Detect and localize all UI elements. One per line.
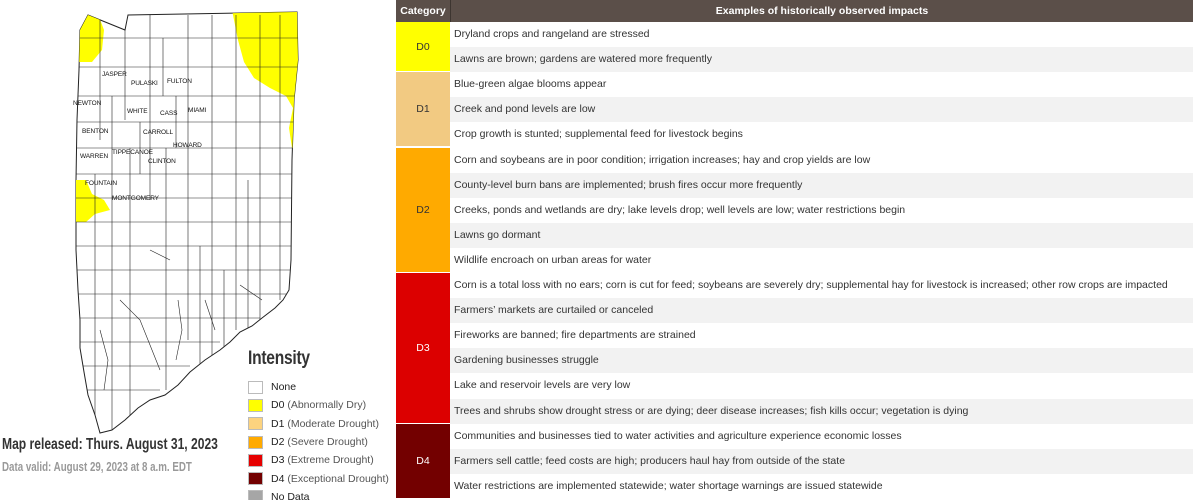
legend-item	[248, 433, 395, 451]
drought-map-panel	[0, 0, 395, 500]
legend-swatch	[248, 436, 263, 449]
legend-swatch	[248, 417, 263, 430]
impact-row: Blue-green algae blooms appear	[454, 78, 607, 91]
legend-item	[248, 451, 395, 469]
county-label-cass: CASS	[160, 110, 178, 117]
impact-row: Wildlife encroach on urban areas for water	[454, 253, 652, 266]
county-label-benton: BENTON	[82, 128, 109, 135]
county-label-fulton: FULTON	[167, 78, 192, 85]
legend-swatch	[248, 399, 263, 412]
legend-code: D0	[271, 399, 288, 412]
county-label-miami: MIAMI	[188, 107, 207, 114]
legend-description: (Exceptional Drought)	[287, 472, 389, 485]
impact-row: Corn is a total loss with no ears; corn is cut for feed; soybeans are severely dry; supplemental hay for livestock is increased; other row crops are impacted	[454, 279, 1168, 291]
county-label-howard: HOWARD	[173, 142, 202, 149]
county-label-pulaski: PULASKI	[131, 80, 158, 87]
legend-label: No Data	[271, 490, 310, 500]
impact-row: Lawns go dormant	[450, 223, 1193, 248]
legend-label	[271, 418, 379, 430]
legend-item	[248, 469, 395, 487]
legend-item	[248, 415, 395, 433]
map-released-date: Map released: Thurs. August 31, 2023	[2, 436, 218, 453]
legend-swatch	[248, 381, 263, 394]
legend-code: D3	[271, 454, 288, 467]
county-label-montgomery: MONTGOMERY	[112, 195, 159, 202]
legend-code: D1	[271, 417, 288, 430]
legend-code: D4	[271, 472, 288, 485]
category-cell-d0: D0	[396, 22, 450, 72]
header-category: Category	[400, 5, 446, 17]
impact-row: County-level burn bans are implemented; brush fires occur more frequently	[450, 173, 1193, 198]
legend-label	[271, 454, 374, 466]
legend-swatch	[248, 472, 263, 485]
header-impacts: Examples of historically observed impacts	[715, 5, 929, 17]
county-label-carroll: CARROLL	[143, 129, 174, 136]
legend-description: (Moderate Drought)	[287, 417, 379, 430]
category-cell-d2: D2	[396, 148, 450, 274]
impact-row: Lawns are brown; gardens are watered more frequently	[450, 47, 1193, 72]
county-label-tippecanoe: TIPPECANOE	[112, 149, 153, 156]
legend-item	[248, 396, 395, 414]
drought-impacts-table	[396, 0, 1193, 500]
category-cell-d1: D1	[396, 72, 450, 147]
legend-label	[271, 436, 368, 448]
legend-label	[271, 473, 389, 485]
impact-row: Farmers sell cattle; feed costs are high; producers haul hay from outside of the state	[450, 449, 1193, 474]
category-cell-d4: D4	[396, 424, 450, 499]
legend-description: (Abnormally Dry)	[287, 399, 367, 412]
impact-row: Corn and soybeans are in poor condition; irrigation increases; hay and crop yields are low	[454, 153, 871, 166]
legend-item	[248, 378, 395, 396]
impact-row: Farmers’ markets are curtailed or canceled	[450, 298, 1193, 323]
data-valid-date: Data valid: August 29, 2023 at 8 a.m. EDT	[2, 460, 192, 474]
table-header	[396, 0, 1193, 22]
county-label-warren: WARREN	[80, 153, 109, 160]
intensity-legend	[248, 348, 395, 500]
impact-row: Creek and pond levels are low	[450, 97, 1193, 122]
legend-description: (Severe Drought)	[287, 436, 368, 449]
county-label-newton: NEWTON	[73, 100, 102, 107]
legend-item	[248, 488, 395, 500]
legend-swatch	[248, 454, 263, 467]
legend-description: (Extreme Drought)	[287, 454, 374, 467]
legend-label	[271, 399, 366, 411]
impact-row: Crop growth is stunted; supplemental feed for livestock begins	[454, 128, 743, 141]
impact-row: Lake and reservoir levels are very low	[454, 379, 631, 392]
county-label-clinton: CLINTON	[148, 158, 176, 165]
legend-label: None	[271, 381, 297, 394]
legend-title: Intensity	[248, 348, 310, 369]
legend-items	[248, 378, 395, 500]
impact-row: Creeks, ponds and wetlands are dry; lake levels drop; well levels are low; water restrictions begin	[454, 203, 906, 216]
legend-code: D2	[271, 436, 288, 449]
impact-row: Fireworks are banned; fire departments are strained	[454, 329, 696, 342]
impact-row: Water restrictions are implemented statewide; water shortage warnings are issued statewide	[454, 479, 883, 492]
impact-row: Communities and businesses tied to water activities and agriculture experience economic losses	[454, 429, 902, 442]
legend-swatch	[248, 490, 263, 500]
county-label-white: WHITE	[127, 108, 148, 115]
impact-row: Gardening businesses struggle	[450, 348, 1193, 373]
county-label-jasper: JASPER	[102, 71, 127, 78]
category-cell-d3: D3	[396, 273, 450, 424]
impact-row: Dryland crops and rangeland are stressed	[454, 28, 650, 40]
county-label-fountain: FOUNTAIN	[85, 180, 117, 187]
impact-row: Trees and shrubs show drought stress or are dying; deer disease increases; fish kills occur; vegetation is dying	[450, 399, 1193, 424]
